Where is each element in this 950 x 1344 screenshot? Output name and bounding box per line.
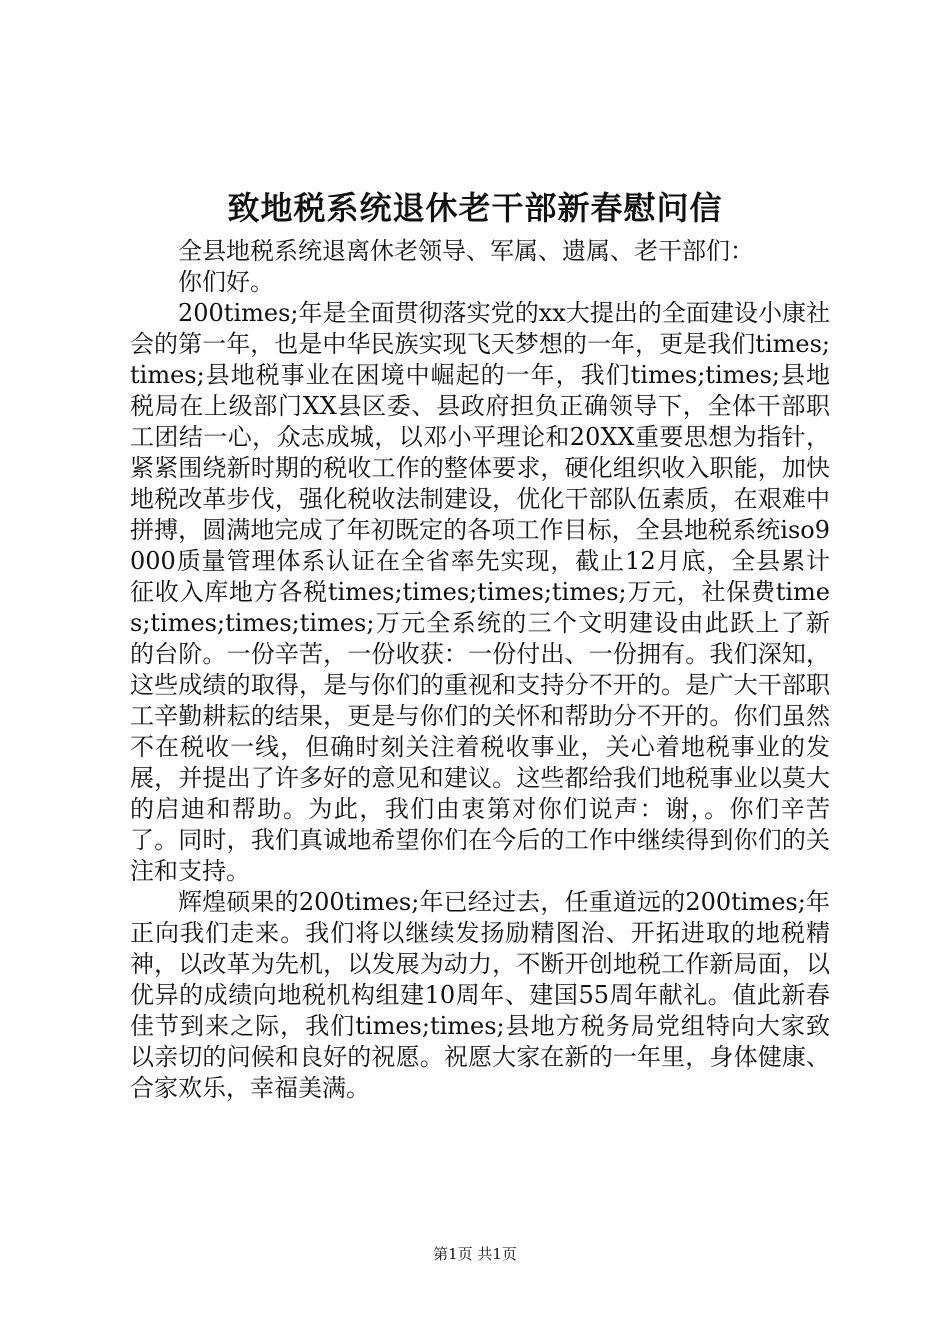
letter-body [130,236,830,1104]
salutation: 全县地税系统退离休老领导、军属、遗属、老干部们： [178,237,754,265]
document-title: 致地税系统退休老干部新春慰问信 [227,189,723,227]
page-footer: 第1页 共1页 [433,1245,517,1263]
greeting: 你们好。 [178,268,274,296]
paragraph-1: 200times;年是全面贯彻落实党的xx大提出的全面建设小康社会的第一年，也是中华民族实现飞天梦想的一年，更是我们times;times;县地税事业在困境中崛起的一年，我们times;times;县地税局在上级部门XX县区委、县政府担负正确领导下，全体干部职工团结一心，众志成城，以邓小平理论和20XX重要思想为指针，紧紧围绕新时期的税收工作的整体要求，硬化组织收入职能，加快地税改革步伐，强化税收法制建设，优化干部队伍素质，在艰难中拼搏，圆满地完成了年初既定的各项工作目标，全县地税系统iso9000质量管理体系认证在全省率先实现，截止12月底，全县累计征收入库地方各税times;times;times;times;万元，社保费times;times;times;times;万元全系统的三个文明建设由此跃上了新的台阶。一份辛苦，一份收获：一份付出、一份拥有。我们深知，这些成绩的取得，是与你们的重视和支持分不开的。是广大干部职工辛勤耕耘的结果，更是与你们的关怀和帮助分不开的。你们虽然不在税收一线，但确时刻关注着税收事业，关心着地税事业的发展，并提出了许多好的意见和建议。这些都给我们地税事业以莫大的启迪和帮助。为此，我们由衷第对你们说声：谢，。你们辛苦了。同时，我们真诚地希望你们在今后的工作中继续得到你们的关注和支持。 [130,299,830,885]
paragraph-2: 辉煌硕果的200times;年已经过去，任重道远的200times;年正向我们走来。我们将以继续发扬励精图治、开拓进取的地税精神，以改革为先机，以发展为动力，不断开创地税工作新局面，以优异的成绩向地税机构组建10周年、建国55周年献礼。值此新春佳节到来之际，我们times;times;县地方税务局党组特向大家致以亲切的问候和良好的祝愿。祝愿大家在新的一年里，身体健康、合家欢乐，幸福美满。 [130,888,830,1102]
